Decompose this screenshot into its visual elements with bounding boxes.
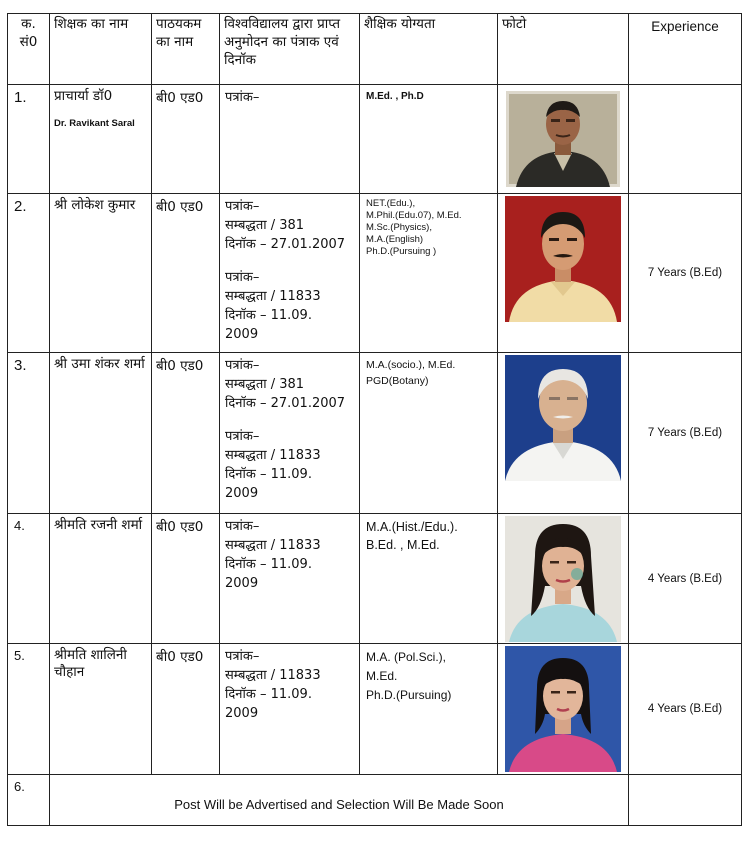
qualification-line: M.A.(Hist./Edu.). bbox=[366, 520, 458, 534]
course-name: बी0 एड0 bbox=[152, 85, 220, 194]
letter-line: दिनॉक – 11.09. bbox=[225, 557, 312, 572]
course-name: बी0 एड0 bbox=[152, 194, 220, 353]
header-approval: विश्वविद्यालय द्वारा प्राप्त अनुमोदन का पंत्राक एवं दिनॉक bbox=[220, 14, 360, 85]
letter-line: पत्रांक– bbox=[225, 649, 260, 664]
qualification-line: Ph.D.(Pursuing) bbox=[366, 688, 452, 702]
row-serial: 4. bbox=[8, 514, 50, 644]
letter-line: सम्बद्धता / 11833 bbox=[225, 448, 321, 463]
letter-line: सम्बद्धता / 11833 bbox=[225, 668, 321, 683]
approval-letter bbox=[220, 644, 360, 775]
qualification-line: M.Sc.(Physics), bbox=[366, 222, 432, 233]
letter-line: दिनॉक – 11.09. bbox=[225, 687, 312, 702]
letter-line: दिनॉक – 11.09. bbox=[225, 467, 312, 482]
portrait-woman-blue-background bbox=[505, 646, 621, 772]
experience bbox=[629, 85, 742, 194]
course-name: बी0 एड0 bbox=[152, 353, 220, 514]
header-row bbox=[8, 14, 742, 85]
experience-empty bbox=[629, 775, 742, 826]
table-row bbox=[8, 194, 742, 353]
qualification-line: PGD(Botany) bbox=[366, 375, 429, 387]
qualification-line: M.A.(English) bbox=[366, 234, 424, 245]
letter-line: पत्रांक– bbox=[225, 429, 260, 444]
letter-line: सम्बद्धता / 11833 bbox=[225, 538, 321, 553]
approval-letter bbox=[220, 194, 360, 353]
portrait-woman-light-background bbox=[505, 516, 621, 642]
qualification bbox=[360, 644, 498, 775]
qualification-line: M.A.(socio.), M.Ed. bbox=[366, 359, 456, 371]
letter-line: सम्बद्धता / 381 bbox=[225, 218, 305, 233]
letter-line: 2009 bbox=[225, 706, 259, 721]
experience: 4 Years (B.Ed) bbox=[629, 514, 742, 644]
post-notice: Post Will be Advertised and Selection Will Be Made Soon bbox=[50, 775, 629, 826]
qualification-line: B.Ed. , M.Ed. bbox=[366, 538, 440, 552]
experience: 7 Years (B.Ed) bbox=[629, 194, 742, 353]
portrait-man-red-background bbox=[505, 196, 621, 322]
experience: 4 Years (B.Ed) bbox=[629, 644, 742, 775]
qualification-line: M.A. (Pol.Sci.), bbox=[366, 650, 447, 664]
qualification-line: M.Phil.(Edu.07), M.Ed. bbox=[366, 210, 462, 221]
letter-line: 2009 bbox=[225, 327, 259, 342]
header-course-name: पाठयकम का नाम bbox=[152, 14, 220, 85]
letter-line: दिनॉक – 11.09. bbox=[225, 308, 312, 323]
photo-cell bbox=[498, 644, 629, 775]
header-qualification: शैक्षिक योग्यता bbox=[360, 14, 498, 85]
teacher-name-english: Dr. Ravikant Saral bbox=[54, 118, 135, 129]
qualification-line: M.Ed. , Ph.D bbox=[366, 91, 424, 102]
photo-cell bbox=[498, 85, 629, 194]
table-row bbox=[8, 644, 742, 775]
table-row bbox=[8, 85, 742, 194]
letter-line: सम्बद्धता / 11833 bbox=[225, 289, 321, 304]
course-name: बी0 एड0 bbox=[152, 514, 220, 644]
portrait-elderly-man-blue-background bbox=[505, 355, 621, 481]
row-serial: 3. bbox=[8, 353, 50, 514]
row-serial: 1. bbox=[8, 85, 50, 194]
letter-line: पत्रांक– bbox=[225, 358, 260, 373]
table-row bbox=[8, 514, 742, 644]
qualification bbox=[360, 353, 498, 514]
row-serial: 5. bbox=[8, 644, 50, 775]
portrait-man-dark-jacket bbox=[506, 91, 620, 187]
qualification bbox=[360, 194, 498, 353]
letter-line: पत्रांक– bbox=[225, 90, 260, 105]
teacher-name bbox=[50, 85, 152, 194]
header-photo: फोटो bbox=[498, 14, 629, 85]
course-name: बी0 एड0 bbox=[152, 644, 220, 775]
letter-line: सम्बद्धता / 381 bbox=[225, 377, 305, 392]
experience: 7 Years (B.Ed) bbox=[629, 353, 742, 514]
table-row bbox=[8, 775, 742, 826]
qualification-line: M.Ed. bbox=[366, 669, 398, 683]
teacher-name-hindi: प्राचार्या डॉ0 bbox=[54, 88, 113, 104]
approval-letter bbox=[220, 353, 360, 514]
letter-line: पत्रांक– bbox=[225, 519, 260, 534]
faculty-table bbox=[7, 13, 742, 826]
letter-line: पत्रांक– bbox=[225, 270, 260, 285]
qualification bbox=[360, 514, 498, 644]
row-serial: 6. bbox=[8, 775, 50, 826]
teacher-name: श्री उमा शंकर शर्मा bbox=[50, 353, 152, 514]
photo-cell bbox=[498, 353, 629, 514]
approval-letter bbox=[220, 85, 360, 194]
letter-line: दिनॉक – 27.01.2007 bbox=[225, 237, 346, 252]
header-serial: क. सं0 bbox=[8, 14, 50, 85]
letter-line: 2009 bbox=[225, 486, 259, 501]
qualification-line: Ph.D.(Pursuing ) bbox=[366, 246, 437, 257]
approval-letter bbox=[220, 514, 360, 644]
photo-cell bbox=[498, 194, 629, 353]
header-teacher-name: शिक्षक का नाम bbox=[50, 14, 152, 85]
letter-line: 2009 bbox=[225, 576, 259, 591]
teacher-name: श्रीमति रजनी शर्मा bbox=[50, 514, 152, 644]
photo-cell bbox=[498, 514, 629, 644]
header-experience: Experience bbox=[629, 14, 742, 85]
teacher-name: श्री लोकेश कुमार bbox=[50, 194, 152, 353]
teacher-name: श्रीमति शालिनी चौहान bbox=[50, 644, 152, 775]
letter-line: पत्रांक– bbox=[225, 199, 260, 214]
letter-line: दिनॉक – 27.01.2007 bbox=[225, 396, 346, 411]
qualification bbox=[360, 85, 498, 194]
qualification-line: NET.(Edu.), bbox=[366, 198, 416, 209]
row-serial: 2. bbox=[8, 194, 50, 353]
table-row bbox=[8, 353, 742, 514]
